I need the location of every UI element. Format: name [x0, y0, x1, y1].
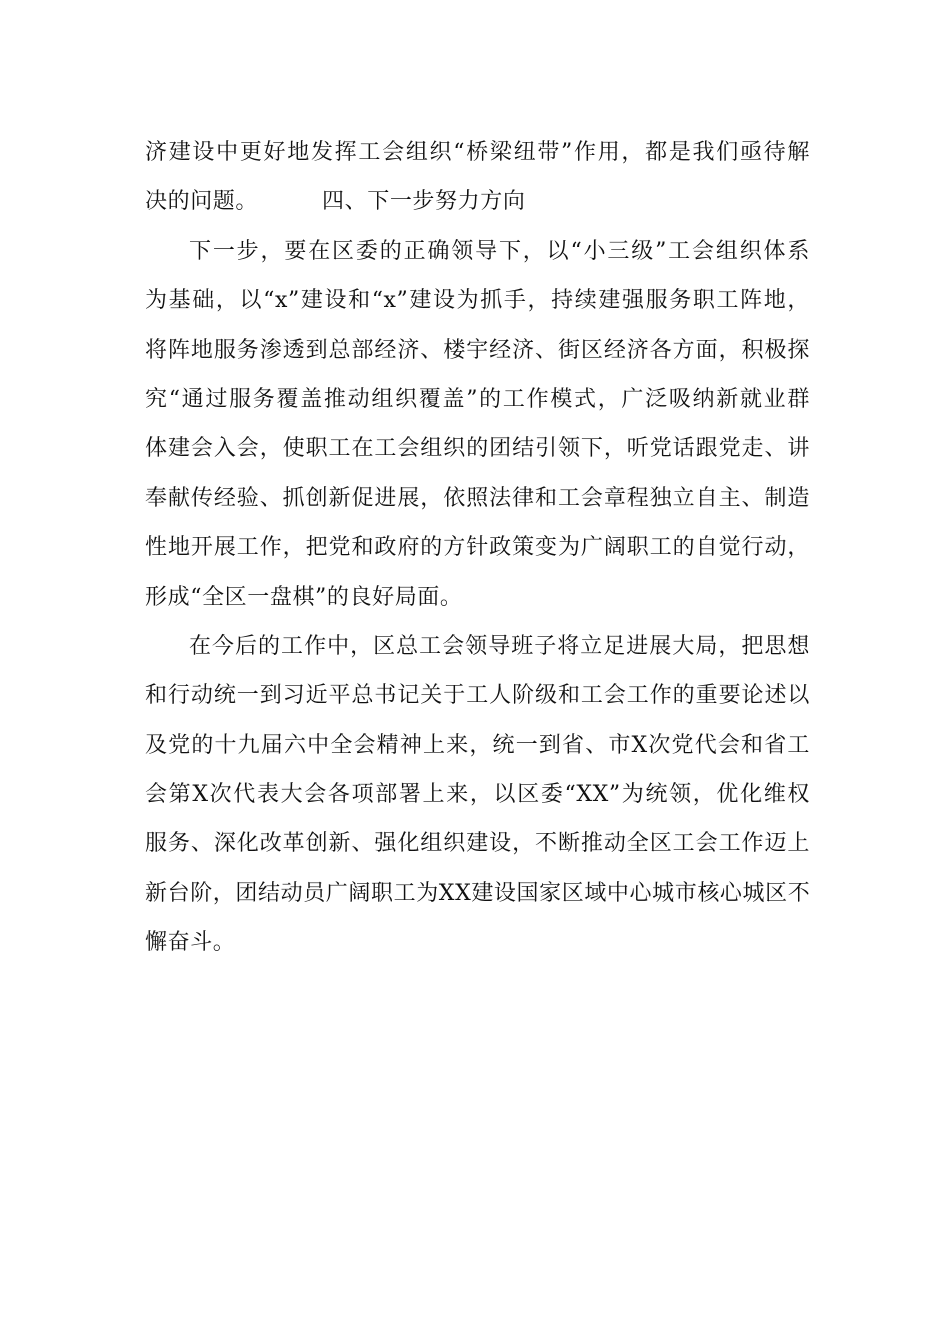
paragraph-2-line: 服务、深化改革创新、强化组织建设，不断推动全区工会工作迈上	[145, 831, 810, 857]
paragraph-2-line: 和行动统一到习近平总书记关于工人阶级和工会工作的重要论述以	[145, 683, 810, 709]
paragraph-1-line: 将阵地服务渗透到总部经济、楼宇经济、街区经济各方面，积极探	[145, 337, 810, 363]
paragraph-2-line: 懈奋斗。	[145, 930, 236, 956]
paragraph-1-line: 形成“全区一盘棋”的良好局面。	[145, 584, 463, 610]
paragraph-2-line: 及党的十九届六中全会精神上来，统一到省、市X次党代会和省工	[145, 732, 810, 758]
section-heading: 四、下一步努力方向	[322, 189, 526, 215]
paragraph-1-line: 下一步，要在区委的正确领导下，以“小三级”工会组织体系	[189, 238, 810, 264]
paragraph-1-line: 奉献传经验、抓创新促进展，依照法律和工会章程独立自主、制造	[145, 485, 810, 511]
paragraph-2-line: 新台阶，团结动员广阔职工为XX建设国家区域中心城市核心城区不	[145, 880, 811, 906]
paragraph-2-line: 在今后的工作中，区总工会领导班子将立足进展大局，把思想	[189, 633, 810, 659]
text-line	[145, 177, 810, 226]
paragraph-1-line: 体建会入会，使职工在工会组织的团结引领下，听党话跟党走、讲	[145, 436, 810, 462]
paragraph-1-line: 为基础，以“x”建设和“x”建设为抓手，持续建强服务职工阵地，	[145, 288, 810, 314]
document-body	[145, 128, 810, 968]
paragraph-end-text: 决的问题。	[145, 189, 259, 215]
paragraph-1-line: 究“通过服务覆盖推动组织覆盖”的工作模式，广泛吸纳新就业群	[145, 386, 810, 412]
paragraph-1-line: 性地开展工作，把党和政府的方针政策变为广阔职工的自觉行动，	[145, 535, 810, 561]
text-line: 济建设中更好地发挥工会组织“桥梁纽带”作用，都是我们亟待解	[145, 140, 810, 165]
paragraph-2-line: 会第X次代表大会各项部署上来，以区委“XX”为统领，优化维权	[145, 782, 810, 808]
